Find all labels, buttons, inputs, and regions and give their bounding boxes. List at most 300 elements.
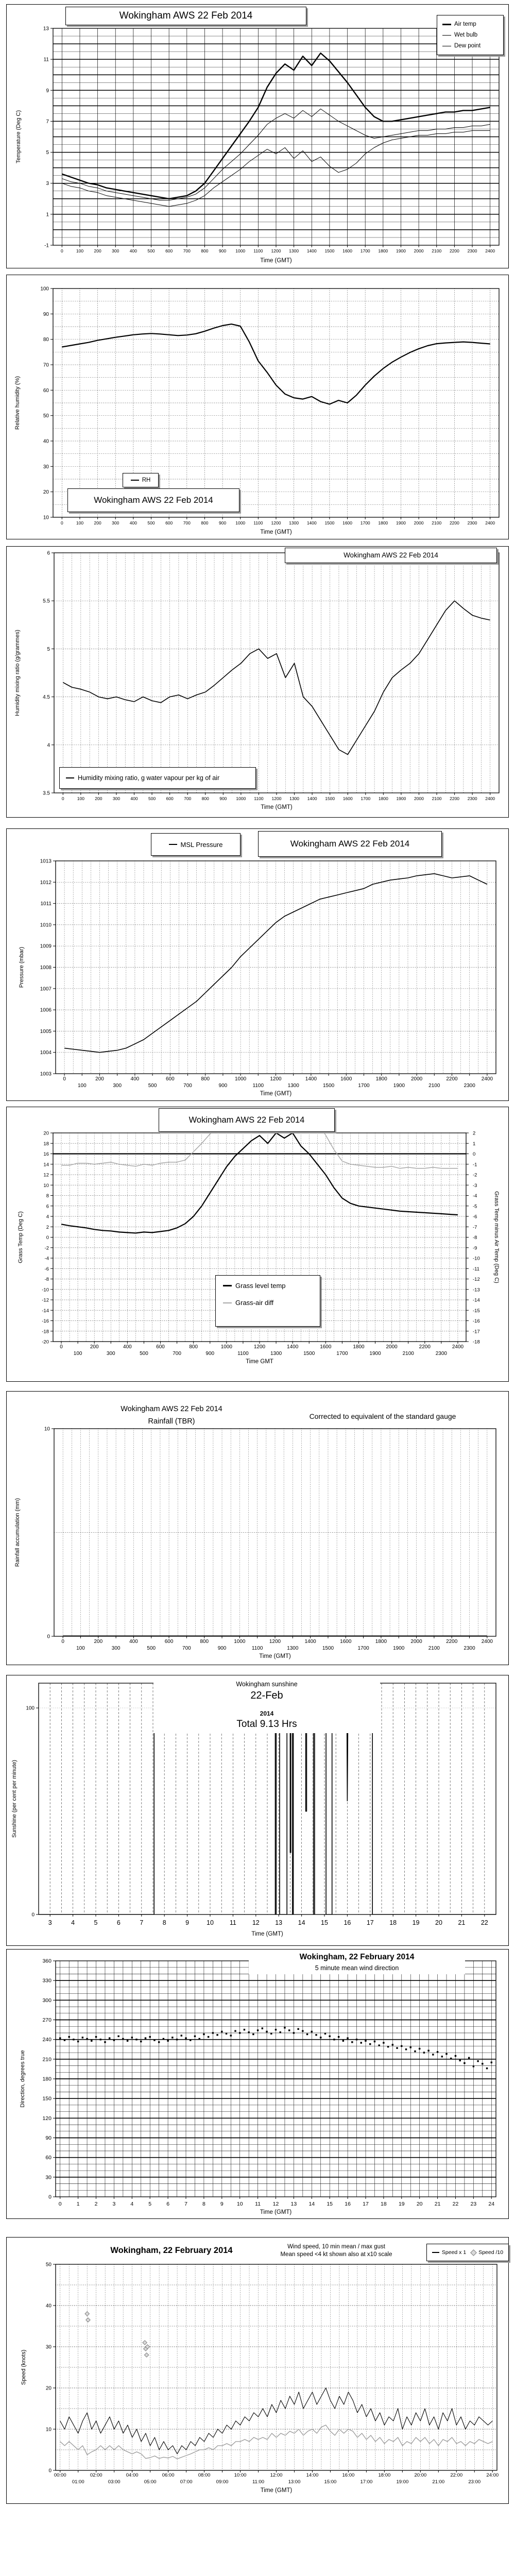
svg-text:600: 600 (156, 1344, 165, 1350)
svg-text:0: 0 (61, 1639, 64, 1645)
wind-speed-note-line2: Mean speed <4 kt shown also at x10 scale (280, 2251, 392, 2258)
svg-text:Grass Temp (Deg C): Grass Temp (Deg C) (18, 1211, 24, 1263)
svg-text:-1: -1 (44, 243, 49, 249)
chart-panel-rainfall (6, 1391, 509, 1665)
svg-text:500: 500 (148, 1083, 157, 1089)
svg-text:1300: 1300 (289, 248, 299, 253)
svg-text:14: 14 (298, 1919, 305, 1926)
svg-text:12: 12 (43, 1172, 49, 1178)
svg-text:200: 200 (95, 1076, 104, 1082)
wind-direction-subtitle: 5 minute mean wind direction (315, 1964, 399, 1972)
svg-text:700: 700 (183, 248, 191, 253)
svg-text:100: 100 (73, 1351, 82, 1357)
legend-item (442, 43, 503, 49)
svg-text:300: 300 (112, 520, 119, 526)
chart-panel-grass-temp (6, 1107, 509, 1382)
svg-text:900: 900 (217, 1646, 227, 1651)
svg-text:-2: -2 (473, 1172, 477, 1178)
svg-text:13: 13 (43, 26, 49, 32)
svg-text:3: 3 (112, 2201, 116, 2207)
svg-text:5: 5 (46, 150, 49, 156)
svg-text:90: 90 (45, 2135, 52, 2141)
svg-text:-7: -7 (473, 1224, 477, 1230)
svg-text:120: 120 (42, 2115, 52, 2122)
pressure-chart-canvas (7, 829, 508, 1100)
svg-text:1200: 1200 (271, 796, 282, 801)
svg-text:1500: 1500 (322, 1083, 335, 1089)
svg-text:900: 900 (218, 1083, 228, 1089)
svg-text:04:00: 04:00 (126, 2472, 139, 2478)
svg-text:1100: 1100 (253, 520, 263, 526)
svg-text:2200: 2200 (446, 1076, 458, 1082)
svg-text:-17: -17 (473, 1329, 480, 1335)
svg-text:1100: 1100 (252, 1083, 264, 1089)
svg-text:1500: 1500 (324, 248, 335, 253)
svg-text:1100: 1100 (237, 1351, 249, 1357)
svg-text:24:00: 24:00 (486, 2472, 499, 2478)
svg-text:14: 14 (308, 2201, 315, 2207)
svg-text:700: 700 (182, 1646, 191, 1651)
svg-text:Time (GMT): Time (GMT) (260, 1091, 292, 1097)
chart-panel-sunshine (6, 1675, 509, 1946)
svg-text:2400: 2400 (485, 796, 495, 801)
svg-text:210: 210 (42, 2056, 52, 2063)
grass-temp-line-sample-icon (223, 1285, 232, 1286)
temperature-legend (437, 15, 504, 55)
svg-text:1200: 1200 (253, 1344, 266, 1350)
svg-text:20:00: 20:00 (414, 2472, 427, 2478)
svg-text:800: 800 (200, 1639, 209, 1645)
svg-text:60: 60 (45, 2155, 52, 2161)
svg-text:1: 1 (473, 1141, 476, 1147)
mixing-ratio-line-sample-icon (66, 777, 74, 778)
svg-text:12: 12 (252, 1919, 260, 1926)
svg-text:3: 3 (48, 1919, 52, 1926)
svg-text:20: 20 (416, 2201, 423, 2207)
svg-text:0: 0 (60, 1344, 63, 1350)
svg-text:Time (GMT): Time (GMT) (260, 2487, 293, 2494)
rainfall-title (84, 1405, 259, 1426)
svg-text:18: 18 (381, 2201, 387, 2207)
svg-text:2400: 2400 (481, 1076, 493, 1082)
svg-text:600: 600 (165, 1076, 175, 1082)
svg-text:10: 10 (45, 2427, 52, 2433)
svg-text:1200: 1200 (271, 248, 281, 253)
svg-text:-12: -12 (473, 1277, 480, 1282)
svg-text:2300: 2300 (464, 1646, 475, 1651)
svg-text:0: 0 (47, 1634, 50, 1640)
svg-text:Time (GMT): Time (GMT) (260, 529, 292, 535)
svg-text:2300: 2300 (467, 520, 477, 526)
svg-text:6: 6 (47, 550, 50, 556)
svg-text:30: 30 (43, 464, 49, 470)
svg-text:17: 17 (363, 2201, 369, 2207)
svg-text:400: 400 (129, 1639, 138, 1645)
chart-panel-mixing-ratio (6, 546, 509, 818)
legend-label: MSL Pressure (180, 840, 223, 849)
svg-text:0: 0 (31, 1912, 35, 1918)
svg-text:0: 0 (48, 2468, 52, 2474)
svg-text:20: 20 (43, 489, 49, 496)
svg-text:18:00: 18:00 (378, 2472, 391, 2478)
chart-panel-wind-direction (6, 1949, 509, 2219)
pressure-legend (151, 833, 241, 856)
svg-text:1200: 1200 (270, 1076, 282, 1082)
svg-text:700: 700 (173, 1351, 181, 1357)
svg-text:7: 7 (140, 1919, 144, 1926)
svg-text:2100: 2100 (432, 520, 442, 526)
chart-title: Wokingham AWS 22 Feb 2014 (65, 7, 306, 25)
svg-text:Time (GMT): Time (GMT) (251, 1931, 283, 1937)
svg-text:1100: 1100 (254, 796, 264, 801)
svg-text:1300: 1300 (287, 1646, 299, 1651)
svg-text:1700: 1700 (336, 1351, 348, 1357)
legend-label: RH (142, 477, 151, 483)
svg-text:1900: 1900 (393, 1646, 405, 1651)
svg-text:1007: 1007 (40, 986, 52, 992)
svg-text:Pressure (mbar): Pressure (mbar) (19, 946, 25, 988)
svg-text:1800: 1800 (378, 520, 388, 526)
svg-text:0: 0 (46, 1235, 49, 1241)
svg-text:24: 24 (488, 2201, 495, 2207)
svg-text:1700: 1700 (358, 1083, 370, 1089)
svg-text:1500: 1500 (325, 796, 335, 801)
svg-text:1800: 1800 (378, 248, 388, 253)
svg-text:1600: 1600 (342, 248, 353, 253)
chart-panel-pressure (6, 828, 509, 1101)
svg-text:11:00: 11:00 (252, 2479, 265, 2485)
svg-text:2000: 2000 (386, 1344, 398, 1350)
grass-temp-legend (215, 1275, 320, 1327)
svg-text:-18: -18 (473, 1339, 480, 1345)
svg-text:19: 19 (412, 1919, 420, 1926)
svg-text:16: 16 (345, 2201, 351, 2207)
svg-text:-16: -16 (42, 1318, 49, 1324)
wind-speed-legend (426, 2244, 509, 2261)
svg-text:1004: 1004 (40, 1050, 52, 1056)
svg-text:10: 10 (236, 2201, 243, 2207)
svg-text:360: 360 (42, 1958, 52, 1964)
svg-text:-20: -20 (42, 1339, 49, 1345)
svg-text:2300: 2300 (435, 1351, 448, 1357)
svg-text:1800: 1800 (375, 1639, 387, 1645)
svg-text:1000: 1000 (236, 796, 246, 801)
svg-text:700: 700 (183, 1083, 192, 1089)
svg-text:23:00: 23:00 (468, 2479, 481, 2485)
svg-text:16: 16 (43, 1151, 49, 1157)
svg-text:2100: 2100 (428, 1646, 440, 1651)
svg-text:13: 13 (275, 1919, 283, 1926)
svg-text:240: 240 (42, 2037, 52, 2043)
svg-text:1300: 1300 (289, 796, 300, 801)
svg-text:22: 22 (480, 1919, 488, 1926)
svg-text:300: 300 (106, 1351, 115, 1357)
svg-text:270: 270 (42, 2017, 52, 2023)
svg-text:1300: 1300 (287, 1083, 299, 1089)
svg-text:05:00: 05:00 (144, 2479, 157, 2485)
svg-text:1500: 1500 (324, 520, 335, 526)
svg-text:2400: 2400 (452, 1344, 464, 1350)
chart-title: Wokingham AWS 22 Feb 2014 (285, 548, 497, 563)
svg-text:2200: 2200 (419, 1344, 431, 1350)
svg-text:1900: 1900 (396, 248, 406, 253)
svg-text:21: 21 (458, 1919, 466, 1926)
svg-text:5: 5 (47, 646, 50, 652)
svg-text:10: 10 (43, 515, 49, 521)
svg-text:15:00: 15:00 (324, 2479, 337, 2485)
svg-text:100: 100 (40, 286, 49, 292)
svg-text:10: 10 (207, 1919, 214, 1926)
svg-text:07:00: 07:00 (180, 2479, 193, 2485)
svg-text:00:00: 00:00 (54, 2472, 66, 2478)
svg-text:17: 17 (366, 1919, 374, 1926)
legend-item (223, 1299, 320, 1307)
svg-text:2400: 2400 (485, 520, 495, 526)
svg-text:1400: 1400 (307, 796, 317, 801)
chart-panel-wind-speed (6, 2237, 509, 2504)
svg-text:2300: 2300 (464, 1083, 475, 1089)
svg-text:-12: -12 (42, 1297, 49, 1303)
rh-legend (123, 473, 159, 487)
svg-text:4: 4 (47, 742, 50, 749)
svg-text:40: 40 (43, 438, 49, 445)
svg-text:14: 14 (43, 1162, 49, 1168)
svg-text:9: 9 (220, 2201, 224, 2207)
svg-text:Speed (knots): Speed (knots) (21, 2349, 27, 2385)
svg-text:0: 0 (58, 2201, 62, 2207)
sunshine-title-line4: Total 9.13 Hrs (236, 1719, 297, 1730)
svg-text:-3: -3 (473, 1182, 477, 1189)
svg-text:11: 11 (43, 57, 49, 63)
svg-text:1600: 1600 (320, 1344, 332, 1350)
svg-text:2400: 2400 (481, 1639, 493, 1645)
svg-text:1300: 1300 (289, 520, 299, 526)
svg-text:1700: 1700 (360, 520, 370, 526)
svg-text:600: 600 (164, 1639, 174, 1645)
svg-text:01:00: 01:00 (72, 2479, 84, 2485)
svg-text:2200: 2200 (449, 520, 459, 526)
svg-text:-14: -14 (42, 1308, 49, 1314)
svg-text:-18: -18 (42, 1329, 49, 1335)
svg-text:1700: 1700 (360, 796, 371, 801)
svg-text:22: 22 (452, 2201, 459, 2207)
wind-speed-note (249, 2244, 424, 2258)
svg-text:Humidity mixing ratio (g/gramm: Humidity mixing ratio (g/grammes) (14, 630, 21, 716)
svg-text:16: 16 (344, 1919, 351, 1926)
svg-text:-6: -6 (473, 1214, 477, 1220)
svg-text:100: 100 (26, 1705, 35, 1711)
svg-text:7: 7 (46, 118, 49, 125)
svg-text:0: 0 (61, 796, 64, 801)
svg-text:13:00: 13:00 (288, 2479, 301, 2485)
wet-bulb-line-sample-icon (442, 35, 451, 36)
svg-text:19:00: 19:00 (396, 2479, 409, 2485)
sunshine-title-line2: 22-Feb (250, 1690, 283, 1701)
svg-text:500: 500 (140, 1351, 148, 1357)
svg-text:0: 0 (473, 1151, 476, 1157)
chart-panel-temperature (6, 4, 509, 268)
svg-text:800: 800 (201, 796, 209, 801)
svg-text:1800: 1800 (375, 1076, 387, 1082)
svg-text:Time GMT: Time GMT (246, 1359, 273, 1365)
svg-text:Relative humidity (%): Relative humidity (%) (14, 376, 21, 430)
svg-text:800: 800 (189, 1344, 198, 1350)
svg-text:80: 80 (43, 337, 49, 343)
svg-text:-8: -8 (44, 1277, 49, 1282)
legend-label: Grass-air diff (235, 1299, 274, 1307)
grass-air-diff-line-sample-icon (223, 1302, 232, 1303)
svg-text:180: 180 (42, 2076, 52, 2082)
svg-text:2000: 2000 (410, 1076, 423, 1082)
svg-text:200: 200 (94, 248, 101, 253)
svg-text:5.5: 5.5 (43, 598, 50, 604)
svg-text:600: 600 (165, 248, 173, 253)
svg-text:0: 0 (63, 1076, 66, 1082)
sunshine-title-line1: Wokingham sunshine (236, 1681, 298, 1688)
svg-text:300: 300 (112, 248, 119, 253)
svg-text:300: 300 (42, 1997, 52, 2004)
svg-text:200: 200 (94, 520, 101, 526)
svg-text:2100: 2100 (432, 796, 442, 801)
svg-text:9: 9 (185, 1919, 190, 1926)
svg-text:23: 23 (470, 2201, 477, 2207)
svg-text:1600: 1600 (340, 1076, 352, 1082)
svg-text:200: 200 (94, 1639, 103, 1645)
svg-text:10: 10 (44, 1426, 50, 1432)
svg-text:-11: -11 (473, 1266, 480, 1272)
svg-text:100: 100 (76, 1646, 85, 1651)
mixing-ratio-legend (59, 767, 256, 789)
svg-text:8: 8 (162, 1919, 166, 1926)
svg-text:500: 500 (147, 520, 155, 526)
svg-text:6: 6 (46, 1204, 49, 1210)
svg-text:-10: -10 (42, 1287, 49, 1293)
svg-text:11: 11 (255, 2201, 261, 2207)
svg-text:0: 0 (60, 248, 63, 253)
svg-text:1013: 1013 (40, 858, 52, 865)
svg-text:21:00: 21:00 (432, 2479, 445, 2485)
svg-text:2: 2 (473, 1130, 476, 1137)
svg-text:400: 400 (123, 1344, 132, 1350)
legend-label: Grass level temp (235, 1282, 286, 1290)
svg-text:2: 2 (94, 2201, 98, 2207)
svg-text:03:00: 03:00 (108, 2479, 121, 2485)
svg-text:14:00: 14:00 (306, 2472, 319, 2478)
svg-text:18: 18 (389, 1919, 397, 1926)
svg-text:-15: -15 (473, 1308, 480, 1314)
svg-text:100: 100 (76, 520, 84, 526)
svg-text:100: 100 (77, 1083, 87, 1089)
wind-direction-title (249, 1953, 465, 1974)
legend-item (442, 21, 503, 27)
svg-text:-9: -9 (473, 1245, 477, 1251)
svg-text:400: 400 (129, 248, 137, 253)
svg-text:-5: -5 (473, 1204, 477, 1210)
svg-text:30: 30 (45, 2344, 52, 2350)
svg-text:1003: 1003 (40, 1071, 52, 1077)
svg-text:30: 30 (45, 2174, 52, 2181)
svg-text:09:00: 09:00 (216, 2479, 229, 2485)
svg-text:2400: 2400 (485, 248, 495, 253)
svg-text:1006: 1006 (40, 1007, 52, 1013)
svg-text:400: 400 (129, 520, 137, 526)
svg-text:900: 900 (218, 520, 227, 526)
svg-text:20: 20 (435, 1919, 442, 1926)
svg-text:1400: 1400 (304, 1639, 316, 1645)
svg-text:5: 5 (148, 2201, 152, 2207)
svg-text:-10: -10 (473, 1256, 480, 1262)
svg-text:1200: 1200 (269, 1639, 281, 1645)
sunshine-title-line3: 2014 (260, 1710, 274, 1717)
svg-text:2000: 2000 (414, 520, 424, 526)
svg-text:1009: 1009 (40, 943, 52, 950)
svg-text:1500: 1500 (322, 1646, 334, 1651)
chart-title: Wokingham AWS 22 Feb 2014 (258, 831, 442, 857)
svg-text:06:00: 06:00 (162, 2472, 175, 2478)
chart-title: Wokingham AWS 22 Feb 2014 (159, 1108, 335, 1132)
svg-text:300: 300 (111, 1646, 121, 1651)
svg-text:1010: 1010 (40, 922, 52, 928)
svg-text:800: 800 (201, 1076, 210, 1082)
svg-text:21: 21 (434, 2201, 441, 2207)
svg-text:Sunshine (per cent per minute): Sunshine (per cent per minute) (11, 1759, 18, 1838)
svg-text:Rainfall accumulation (mm): Rainfall accumulation (mm) (14, 1498, 21, 1567)
svg-text:330: 330 (42, 1977, 52, 1984)
svg-text:50: 50 (43, 413, 49, 419)
svg-text:3.5: 3.5 (43, 790, 50, 796)
svg-text:8: 8 (202, 2201, 205, 2207)
svg-text:3: 3 (46, 181, 49, 187)
svg-text:17:00: 17:00 (360, 2479, 373, 2485)
svg-text:15: 15 (327, 2201, 333, 2207)
wind-direction-chart-canvas (7, 1950, 508, 2218)
svg-text:50: 50 (45, 2262, 52, 2268)
svg-text:1: 1 (46, 212, 49, 218)
svg-text:15: 15 (321, 1919, 328, 1926)
svg-text:600: 600 (166, 796, 174, 801)
svg-text:1900: 1900 (369, 1351, 381, 1357)
svg-text:1000: 1000 (235, 520, 246, 526)
svg-text:1100: 1100 (253, 248, 263, 253)
svg-text:400: 400 (130, 1076, 140, 1082)
svg-text:20: 20 (45, 2385, 52, 2392)
rainfall-title-line2: Rainfall (TBR) (148, 1417, 195, 1426)
legend-label: Speed /10 (478, 2249, 504, 2256)
svg-text:300: 300 (112, 796, 121, 801)
svg-text:Time (GMT): Time (GMT) (261, 804, 293, 810)
svg-text:1400: 1400 (287, 1344, 299, 1350)
pressure-line-sample-icon (169, 844, 177, 845)
svg-text:1900: 1900 (396, 796, 406, 801)
svg-text:1400: 1400 (306, 520, 317, 526)
svg-text:800: 800 (201, 520, 209, 526)
speed-div10-diamond-icon (470, 2249, 477, 2256)
svg-text:-16: -16 (473, 1318, 480, 1324)
svg-text:1200: 1200 (271, 520, 281, 526)
legend-label: Air temp (454, 21, 476, 27)
wind-speed-title: Wokingham, 22 February 2014 (68, 2246, 274, 2256)
svg-text:800: 800 (201, 248, 209, 253)
svg-text:600: 600 (165, 520, 173, 526)
svg-text:02:00: 02:00 (90, 2472, 102, 2478)
svg-text:1400: 1400 (305, 1076, 317, 1082)
chart-panel-humidity (6, 275, 509, 539)
svg-text:1000: 1000 (234, 1076, 247, 1082)
svg-text:200: 200 (95, 796, 102, 801)
svg-text:100: 100 (77, 796, 84, 801)
grass-temp-chart-canvas (7, 1107, 508, 1381)
svg-text:900: 900 (218, 248, 227, 253)
